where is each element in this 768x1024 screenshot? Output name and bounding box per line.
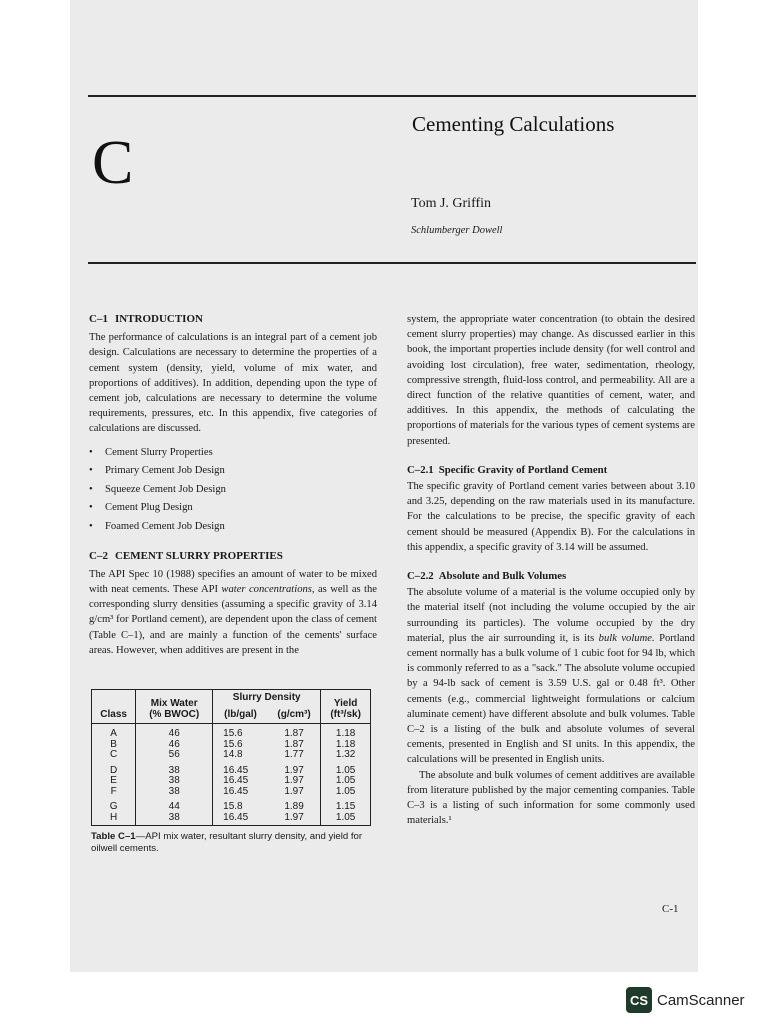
cell-yield: 1.32: [321, 750, 371, 761]
cell-density-lbgal: 16.45: [213, 813, 268, 826]
cell-density-lbgal: 15.8: [213, 797, 268, 813]
header-class: Class: [92, 690, 136, 724]
header-mix-water-line1: Mix Water: [150, 698, 198, 709]
table-caption-label: Table C–1: [91, 831, 136, 842]
table-row: [92, 776, 371, 787]
header-slurry-density: Slurry Density: [213, 690, 321, 707]
cell-yield: 1.05: [321, 787, 371, 798]
cell-density-gcm3: 1.77: [268, 750, 321, 761]
cell-density-lbgal: 16.45: [213, 776, 268, 787]
slurry-section-number: C–2: [89, 549, 108, 562]
cell-mix-water: 38: [136, 813, 213, 826]
cell-class: A: [92, 724, 136, 740]
header-mix-water: [136, 690, 213, 724]
cell-density-lbgal: 15.6: [213, 740, 268, 751]
camscanner-logo-icon: CS: [626, 987, 652, 1013]
table-c1: [91, 689, 371, 855]
slurry-section-title: CEMENT SLURRY PROPERTIES: [114, 549, 283, 562]
author-affiliation: Schlumberger Dowell: [411, 225, 503, 236]
specific-gravity-paragraph: The specific gravity of Portland cement varies between about 3.10 and 3.25, depending on the raw materials used in its manufacture. For the calculations to be precise, the specific gravity of each cement should be measured (Appendix B). For the calculations in this appendix, a specific gravity of 3.14 will be assumed.: [407, 481, 695, 553]
header-mix-water-line2: (% BWOC): [149, 708, 200, 720]
volumes-paragraph: [407, 585, 695, 767]
list-item: • Cement Plug Design: [89, 499, 377, 518]
author-name: Tom J. Griffin: [411, 196, 492, 211]
cell-mix-water: 46: [136, 740, 213, 751]
cell-yield: 1.05: [321, 813, 371, 826]
cell-yield: 1.05: [321, 761, 371, 777]
cell-mix-water: 38: [136, 787, 213, 798]
header-density-gcm3: (g/cm³): [268, 707, 321, 724]
page-number: C-1: [662, 903, 679, 915]
table-row: [92, 797, 371, 813]
cell-density-lbgal: 14.8: [213, 750, 268, 761]
vol-section-number: C–2.2: [407, 570, 434, 583]
cell-yield: 1.18: [321, 740, 371, 751]
cell-yield: 1.15: [321, 797, 371, 813]
cell-mix-water: 46: [136, 724, 213, 740]
camscanner-watermark: [626, 987, 745, 1013]
cell-mix-water: 38: [136, 761, 213, 777]
cell-mix-water: 56: [136, 750, 213, 761]
vol-section-title: Absolute and Bulk Volumes: [438, 570, 567, 583]
intro-section-title: INTRODUCTION: [114, 313, 203, 325]
camscanner-brand: CamScanner: [657, 991, 745, 1009]
sg-section-number: C–2.1: [407, 463, 434, 476]
cell-mix-water: 38: [136, 776, 213, 787]
list-item: • Squeeze Cement Job Design: [89, 481, 377, 500]
cell-mix-water: 44: [136, 797, 213, 813]
slurry-heading: [89, 549, 377, 564]
cell-yield: 1.18: [321, 724, 371, 740]
table-caption: [91, 831, 371, 855]
cell-class: H: [92, 813, 136, 826]
cell-class: F: [92, 787, 136, 798]
cell-yield: 1.05: [321, 776, 371, 787]
cell-density-gcm3: 1.97: [268, 787, 321, 798]
sg-section-title: Specific Gravity of Portland Cement: [438, 463, 608, 476]
list-item: • Primary Cement Job Design: [89, 462, 377, 481]
top-rule: [88, 95, 696, 97]
cell-class: C: [92, 750, 136, 761]
cell-density-lbgal: 16.45: [213, 787, 268, 798]
header-yield: [321, 690, 371, 724]
list-item: • Foamed Cement Job Design: [89, 518, 377, 537]
volumes-heading: [407, 569, 695, 584]
slurry-paragraph: [89, 567, 377, 658]
volumes-paragraph-2: The absolute and bulk volumes of cement additives are available from literature published by the major cementing companies. Table C–3 is a listing of such information for some commonly used materials.¹: [407, 769, 695, 827]
category-list: [89, 444, 377, 537]
intro-heading: [89, 312, 377, 327]
slurry-text-b: as well as the corresponding slurry densities (assuming a specific gravity of 3.14 g/cm³ for Portland cement), are dependent upon the class of cement (Table C–1), and are mainly a function of the cements' surface areas. However, when additives are present in the: [89, 584, 377, 656]
table-row: [92, 750, 371, 761]
slurry-text-italic: water concentrations,: [221, 584, 315, 595]
intro-paragraph: The performance of calculations is an integral part of a cement job design. Calculations are necessary to determine the properties of a cement system (density, yield, volume of mix water, and proportions of additives). In addition, depending upon the type of cement job, calculations are necessary to determine the volume requirements, pressures, etc. In this appendix, five categories of calculations are discussed.: [89, 332, 377, 435]
left-column: [89, 312, 377, 658]
cell-density-gcm3: 1.87: [268, 724, 321, 740]
table-row: [92, 724, 371, 740]
table-caption-text: —API mix water, resultant slurry density, and yield for oilwell cements.: [91, 831, 363, 854]
header-yield-line1: Yield: [333, 698, 358, 709]
cell-class: E: [92, 776, 136, 787]
bottom-rule: [88, 262, 696, 264]
cell-density-gcm3: 1.97: [268, 813, 321, 826]
cell-density-lbgal: 16.45: [213, 761, 268, 777]
list-item: • Cement Slurry Properties: [89, 444, 377, 463]
cell-density-gcm3: 1.97: [268, 761, 321, 777]
continuation-paragraph: system, the appropriate water concentration (to obtain the desired cement slurry properties) may change. As discussed earlier in this book, the important properties include density (for well control and avoiding lost circulation), free water, sedimentation, rheology, compressive strength, fluid-loss control, and permeability. All are a direct function of the relative quantities of cement, water, and additives. In this appendix, the methods of calculating the proportions of materials for the various types of cement systems are presented.: [407, 314, 695, 447]
vol-text-b: Portland cement normally has a bulk volume of 1 cubic foot for 94 lb, which is commonly referred to as a "sack." The absolute volume occupied by a 94-lb sack of cement is 3.59 U.S. gal or 0.48 ft³. Other cements (e.g., commercial lightweight formulations or calcium aluminate cement) have different absolute and bulk volumes. Table C–2 is a listing of the bulk and absolute volumes of several cements, presented in English and SI units. In this appendix, the calculations will be presented in English units.: [407, 632, 695, 766]
table-row: [92, 813, 371, 826]
vol-text-a: The absolute volume of a material is the volume occupied only by the material itself (not including the volume occupied by the air surrounding its particles). The volume occupied by the dry material, plus the air surrounding it, is its: [407, 587, 695, 644]
vol-text-italic: bulk volume.: [598, 632, 655, 644]
chapter-title: Cementing Calculations: [412, 112, 615, 136]
cell-density-gcm3: 1.97: [268, 776, 321, 787]
right-column: [407, 312, 695, 829]
cement-class-table: [91, 689, 371, 826]
chapter-letter: C: [92, 129, 134, 197]
table-row: [92, 787, 371, 798]
cell-density-gcm3: 1.89: [268, 797, 321, 813]
header-yield-line2: (ft³/sk): [330, 708, 361, 720]
specific-gravity-heading: [407, 463, 695, 478]
table-row: [92, 761, 371, 777]
header-density-lbgal: (lb/gal): [213, 707, 268, 724]
cell-density-lbgal: 15.6: [213, 724, 268, 740]
cell-density-gcm3: 1.87: [268, 740, 321, 751]
intro-section-number: C–1: [89, 313, 108, 325]
cell-class: G: [92, 797, 136, 813]
cell-class: D: [92, 761, 136, 777]
cell-class: B: [92, 740, 136, 751]
slurry-text-a: The API Spec 10 (1988) specifies an amount of water to be mixed with neat cements. These API: [89, 568, 377, 595]
